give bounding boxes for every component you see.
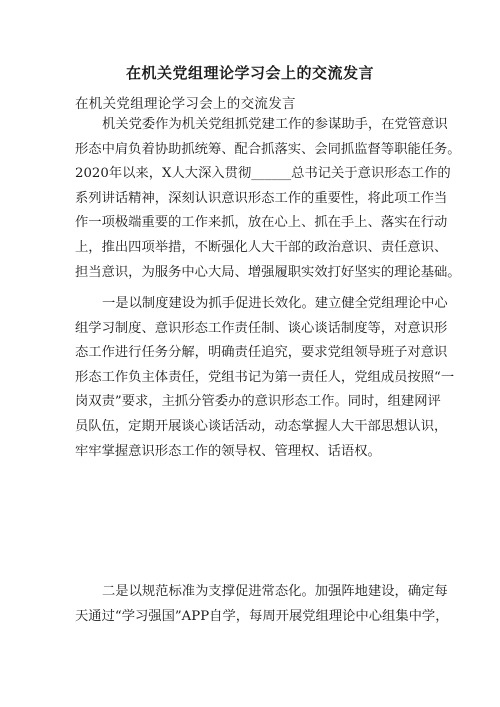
document-subtitle: 在机关党组理论学习会上的交流发言 [75,96,296,112]
paragraph-line: 作一项极端重要的工作来抓，放在心上、抓在手上、落实在行动 [75,215,448,231]
paragraph-line: 岗双责”要求，主抓分管委办的意识形态工作。同时，组建网评 [75,394,441,410]
document-title: 在机关党组理论学习会上的交流发言 [125,64,374,82]
paragraph-line: 形态中肩负着协助抓统筹、配合抓落实、会同抓监督等职能任务。 [75,141,461,157]
paragraph-line: 上，推出四项举措，不断强化人大干部的政治意识、责任意识、 [75,239,448,255]
paragraph-intro [75,113,461,285]
paragraph-line: 二是以规范标准为支撑促进常态化。加强阵地建设，确定每 [102,584,448,599]
paragraph-institution-building [75,292,455,464]
paragraph-line: 组学习制度、意识形态工作责任制、谈心谈话制度等，对意识形 [75,320,448,336]
paragraph-line: 态工作进行任务分解，明确责任追究，要求党组领导班子对意识 [75,345,448,361]
paragraph-line: 员队伍，定期开展谈心谈话活动，动态掌握人大干部思想认识， [75,418,448,434]
paragraph-line: 系列讲话精神，深刻认识意识形态工作的重要性，将此项工作当 [75,190,448,206]
paragraph-standardization [75,580,449,629]
paragraph-line: 担当意识，为服务中心大局、增强履职实效打好坚实的理论基础。 [75,264,461,280]
paragraph-line: 2020年以来，X人大深入贯彻______总书记关于意识形态工作的 [75,166,451,182]
paragraph-line: 一是以制度建设为抓手促进长效化。建立健全党组理论中心 [102,296,448,311]
paragraph-line: 形态工作负主体责任，党组书记为第一责任人，党组成员按照“一 [75,369,455,385]
paragraph-line: 机关党委作为机关党组抓党建工作的参谋助手，在党管意识 [102,117,448,132]
paragraph-line: 牢牢掌握意识形态工作的领导权、管理权、话语权。 [75,443,381,459]
paragraph-line: 天通过“学习强国”APP自学，每周开展党组理论中心组集中学， [75,608,449,624]
